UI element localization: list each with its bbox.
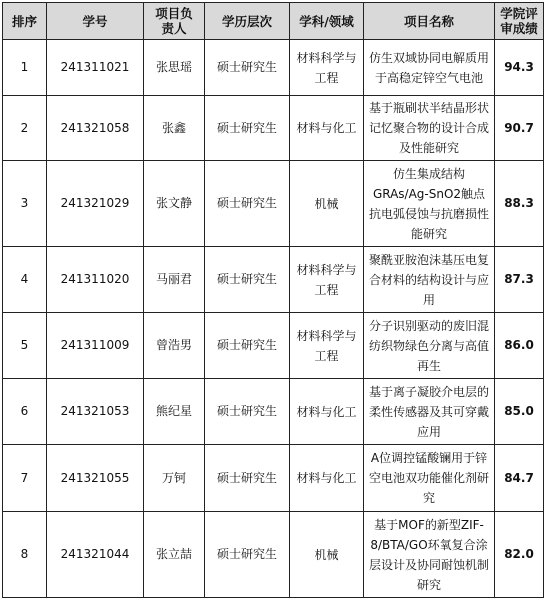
- cell-leader: 张文静: [144, 161, 205, 247]
- table-container: [2, 2, 543, 598]
- cell-student-id: 241321029: [47, 161, 144, 247]
- cell-rank: 3: [3, 161, 47, 247]
- cell-student-id: 241311009: [47, 313, 144, 379]
- header-score: 学院评 审成绩: [495, 3, 544, 40]
- cell-score: 86.0: [495, 313, 544, 379]
- cell-project-name: 基于MOF的新型ZIF-8/BTA/GO环氧复合涂层设计及协同耐蚀机制研究: [364, 512, 495, 598]
- cell-rank: 5: [3, 313, 47, 379]
- cell-rank: 7: [3, 445, 47, 512]
- cell-project-name: 聚酰亚胺泡沫基压电复合材料的结构设计与应用: [364, 247, 495, 313]
- table-row: [3, 512, 544, 598]
- cell-project-name: 基于离子凝胶介电层的柔性传感器及其可穿戴应用: [364, 379, 495, 445]
- cell-degree-level: 硕士研究生: [205, 40, 290, 96]
- table-row: [3, 445, 544, 512]
- cell-score: 84.7: [495, 445, 544, 512]
- cell-rank: 6: [3, 379, 47, 445]
- header-row: [3, 3, 544, 40]
- cell-degree-level: 硕士研究生: [205, 161, 290, 247]
- cell-field: 机械: [290, 161, 364, 247]
- cell-field: 材料与化工: [290, 445, 364, 512]
- cell-student-id: 241311021: [47, 40, 144, 96]
- cell-leader: 曾浩男: [144, 313, 205, 379]
- cell-score: 87.3: [495, 247, 544, 313]
- cell-score: 82.0: [495, 512, 544, 598]
- cell-student-id: 241321058: [47, 96, 144, 161]
- table-row: [3, 96, 544, 161]
- cell-student-id: 241321053: [47, 379, 144, 445]
- header-rank: 排序: [3, 3, 47, 40]
- cell-project-name: 仿生双域协同电解质用于高稳定锌空气电池: [364, 40, 495, 96]
- cell-student-id: 241321044: [47, 512, 144, 598]
- cell-leader: 张立喆: [144, 512, 205, 598]
- cell-rank: 1: [3, 40, 47, 96]
- cell-leader: 马丽君: [144, 247, 205, 313]
- header-project-name: 项目名称: [364, 3, 495, 40]
- cell-project-name: 基于瓶刷状半结晶形状记忆聚合物的设计合成及性能研究: [364, 96, 495, 161]
- cell-score: 90.7: [495, 96, 544, 161]
- cell-leader: 张鑫: [144, 96, 205, 161]
- cell-leader: 万钶: [144, 445, 205, 512]
- cell-field: 材料与化工: [290, 379, 364, 445]
- cell-project-name: 分子识别驱动的废旧混纺织物绿色分离与高值再生: [364, 313, 495, 379]
- cell-degree-level: 硕士研究生: [205, 247, 290, 313]
- cell-rank: 8: [3, 512, 47, 598]
- cell-rank: 4: [3, 247, 47, 313]
- cell-student-id: 241321055: [47, 445, 144, 512]
- cell-field: 材料科学与工程: [290, 313, 364, 379]
- cell-score: 94.3: [495, 40, 544, 96]
- header-degree-level: 学历层次: [205, 3, 290, 40]
- cell-degree-level: 硕士研究生: [205, 512, 290, 598]
- cell-project-name: A位调控锰酸镧用于锌空电池双功能催化剂研究: [364, 445, 495, 512]
- header-leader: 项目负 责人: [144, 3, 205, 40]
- table-row: [3, 379, 544, 445]
- cell-leader: 熊纪星: [144, 379, 205, 445]
- project-ranking-table: [2, 2, 544, 598]
- header-field: 学科/领域: [290, 3, 364, 40]
- cell-field: 机械: [290, 512, 364, 598]
- cell-degree-level: 硕士研究生: [205, 96, 290, 161]
- cell-degree-level: 硕士研究生: [205, 445, 290, 512]
- cell-field: 材料科学与工程: [290, 247, 364, 313]
- cell-rank: 2: [3, 96, 47, 161]
- table-row: [3, 161, 544, 247]
- table-row: [3, 247, 544, 313]
- cell-degree-level: 硕士研究生: [205, 313, 290, 379]
- cell-field: 材料与化工: [290, 96, 364, 161]
- cell-score: 88.3: [495, 161, 544, 247]
- cell-leader: 张思瑶: [144, 40, 205, 96]
- header-student-id: 学号: [47, 3, 144, 40]
- cell-field: 材料科学与工程: [290, 40, 364, 96]
- cell-score: 85.0: [495, 379, 544, 445]
- cell-student-id: 241311020: [47, 247, 144, 313]
- table-row: [3, 40, 544, 96]
- cell-project-name: 仿生集成结构GRAs/Ag-SnO2触点抗电弧侵蚀与抗磨损性能研究: [364, 161, 495, 247]
- table-row: [3, 313, 544, 379]
- cell-degree-level: 硕士研究生: [205, 379, 290, 445]
